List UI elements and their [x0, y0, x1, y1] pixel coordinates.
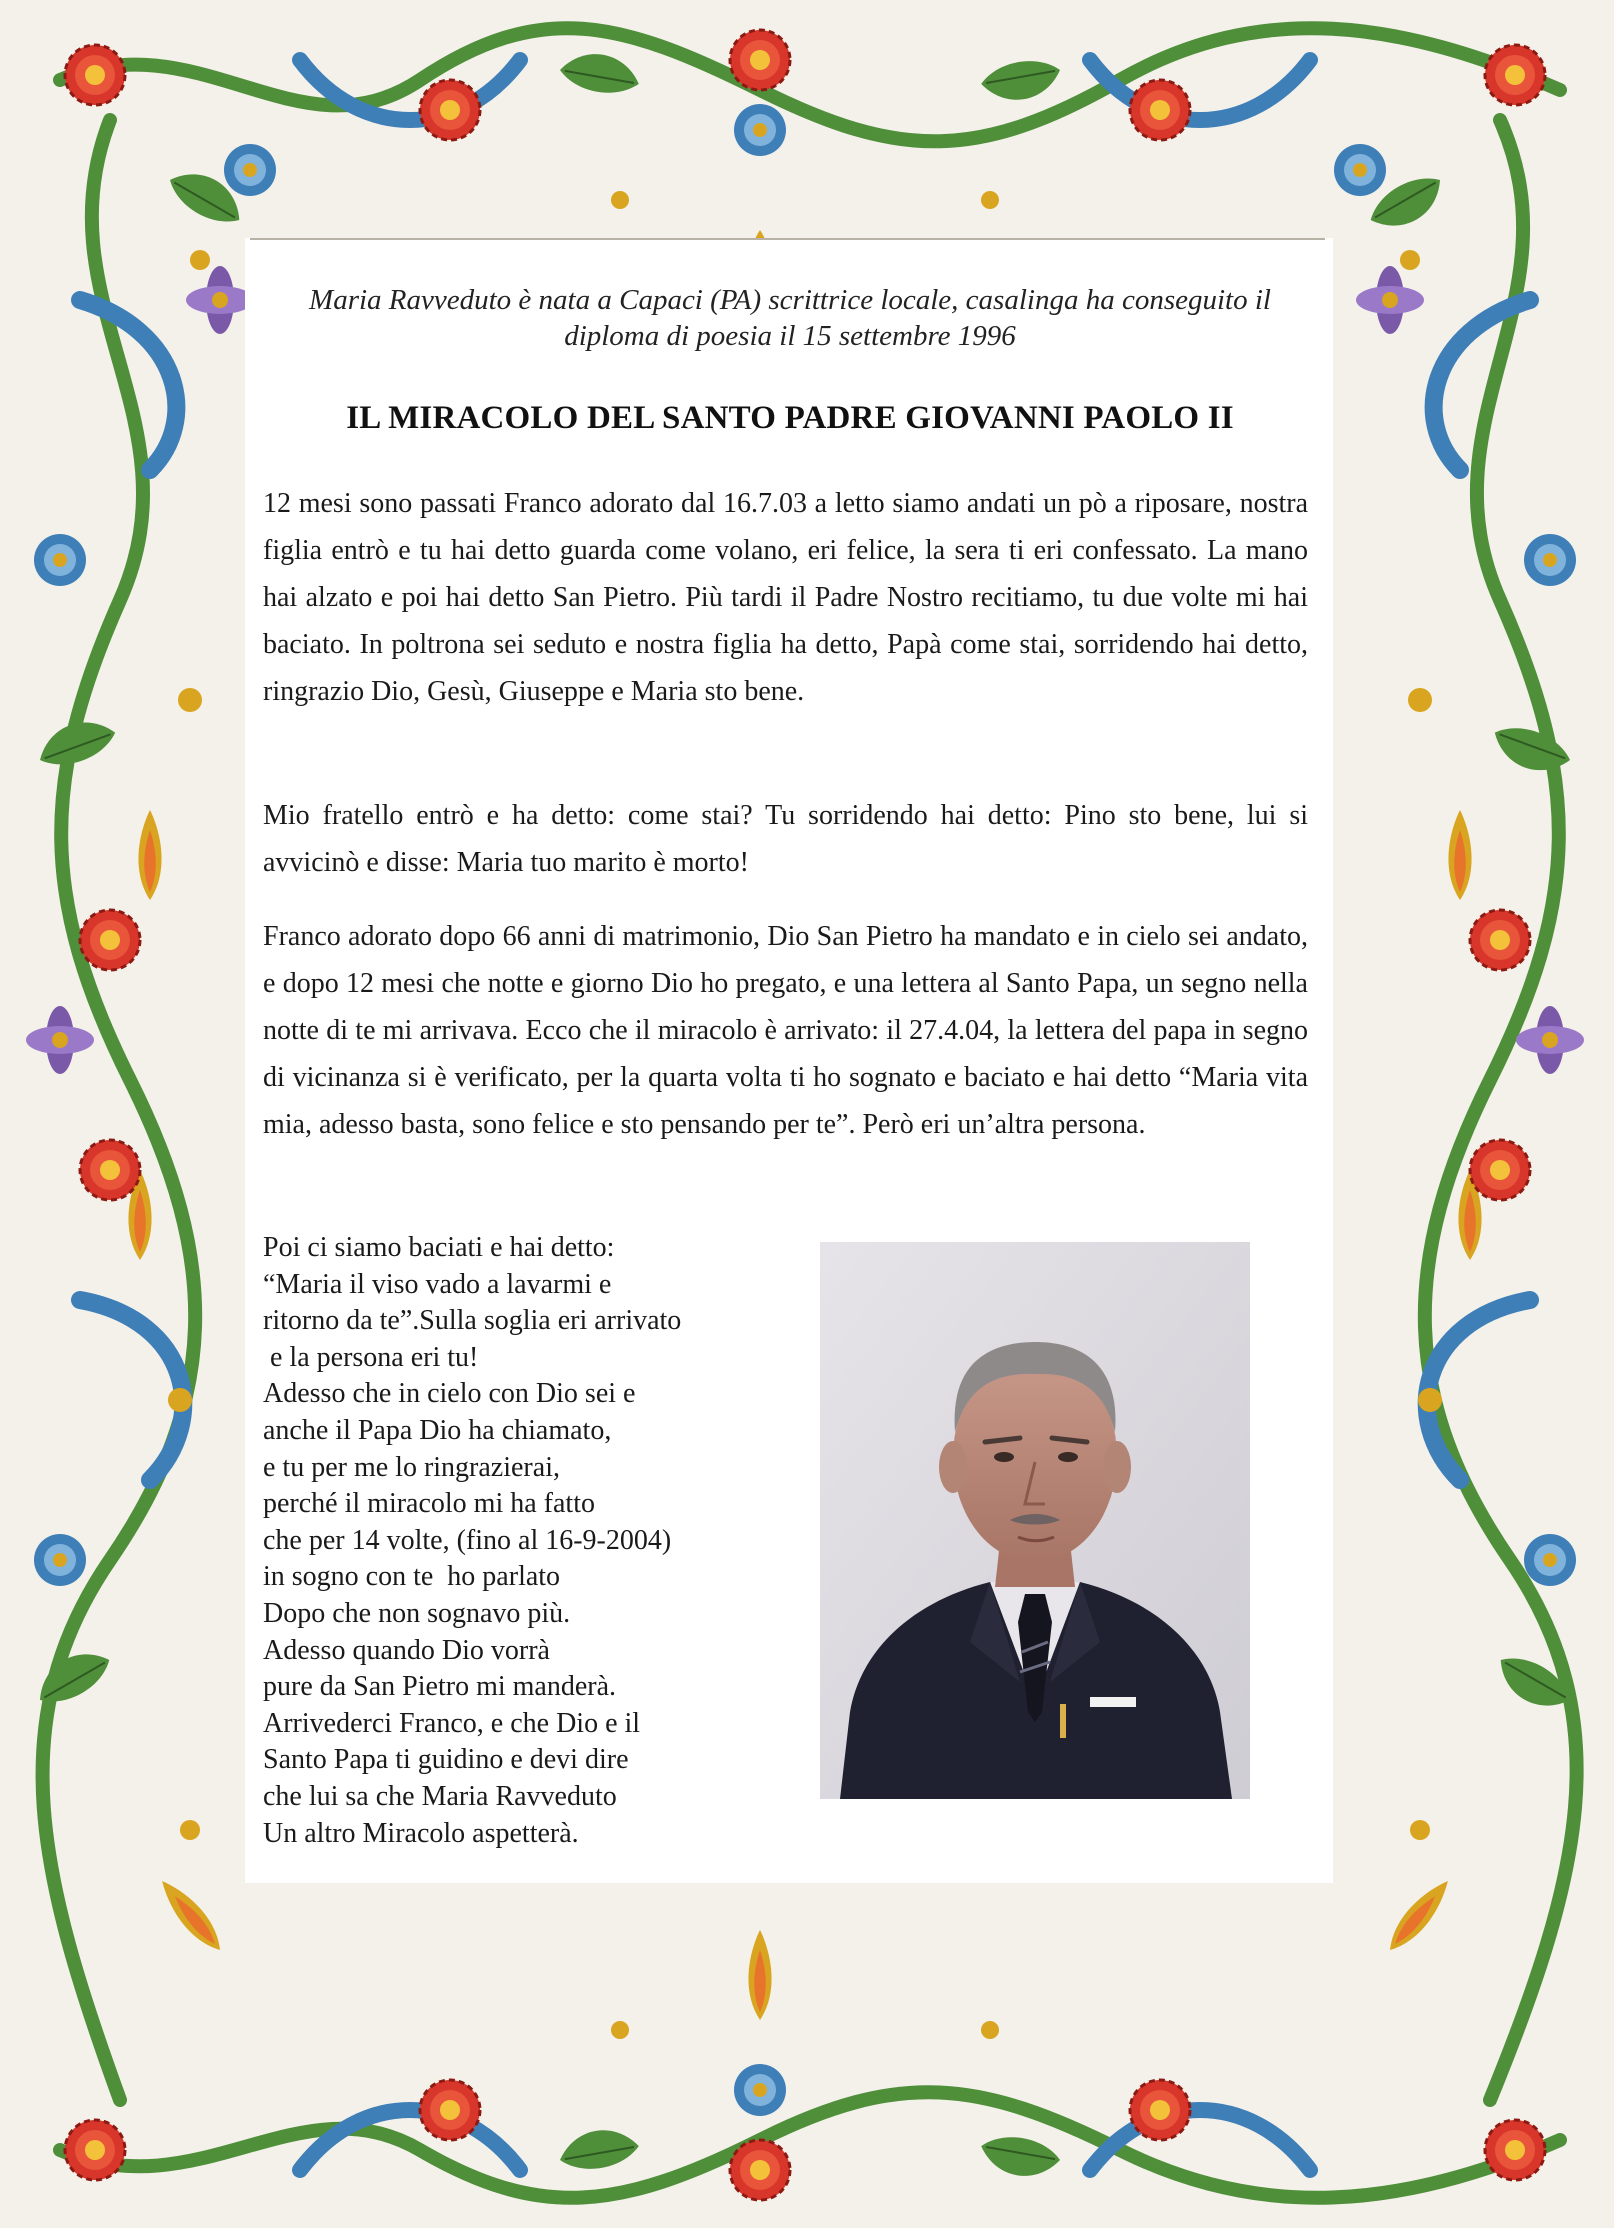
- poem-line: perché il miracolo mi ha fatto: [263, 1488, 595, 1520]
- paragraph-3: Franco adorato dopo 66 anni di matrimonio, Dio San Pietro ha mandato e in cielo sei andato, e dopo 12 mesi che notte e giorno Dio ho pregato, e una lettera al Santo Papa, un segno nella notte di te mi arrivava. Ecco che il miracolo è arrivato: il 27.4.04, la lettera del papa in segno di vicinanza si è verificato, per la quarta volta ti ho sognato e baciato e hai detto “Maria vita mia, adesso basta, sono felice e sto pensando per te”. Però eri un’altra persona.: [263, 921, 1308, 1140]
- poem-line: Arrivederci Franco, e che Dio e il: [263, 1707, 641, 1739]
- author-intro: Maria Ravveduto è nata a Capaci (PA) scrittrice locale, casalinga ha conseguito il diploma di poesia il 15 settembre 1996: [309, 284, 1271, 352]
- paragraph-1: 12 mesi sono passati Franco adorato dal 16.7.03 a letto siamo andati un pò a riposare, nostra figlia entrò e tu hai detto guarda come volano, eri felice, la sera ti eri confessato. La mano hai alzato e poi hai detto San Pietro. Più tardi il Padre Nostro recitiamo, tu due volte mi hai baciato. In poltrona sei seduto e nostra figlia ha detto, Papà come stai, sorridendo hai detto, ringrazio Dio, Gesù, Giuseppe e Maria sto bene.: [263, 488, 1308, 707]
- poem-line: in sogno con te ho parlato: [263, 1561, 561, 1593]
- paragraph-2: Mio fratello entrò e ha detto: come stai? Tu sorridendo hai detto: Pino sto bene, lui si avvicinò e disse: Maria tuo marito è morto!: [263, 800, 1308, 878]
- poem-line: Dopo che non sognavo più.: [263, 1597, 571, 1629]
- poem-line: Adesso che in cielo con Dio sei e: [263, 1378, 636, 1410]
- panel-top-rule: [250, 238, 1325, 240]
- page-title: IL MIRACOLO DEL SANTO PADRE GIOVANNI PAOLO II: [346, 400, 1234, 436]
- poem: [263, 1230, 783, 1852]
- poem-line: che per 14 volte, (fino al 16-9-2004): [263, 1524, 672, 1556]
- poem-line: anche il Papa Dio ha chiamato,: [263, 1414, 612, 1446]
- poem-line: che lui sa che Maria Ravveduto: [263, 1780, 617, 1812]
- poem-line: Poi ci siamo baciati e hai detto:: [263, 1232, 615, 1263]
- poem-line: pure da San Pietro mi manderà.: [263, 1671, 617, 1703]
- poem-line: Un altro Miracolo aspetterà.: [263, 1817, 579, 1849]
- poem-line: “Maria il viso vado a lavarmi e: [263, 1268, 612, 1300]
- poem-line: e tu per me lo ringrazierai,: [263, 1451, 560, 1483]
- poem-line: Santo Papa ti guidino e devi dire: [263, 1744, 629, 1776]
- poem-line: Adesso quando Dio vorrà: [263, 1634, 550, 1666]
- poem-line: e la persona eri tu!: [263, 1341, 479, 1373]
- portrait-photo: [820, 1242, 1250, 1799]
- poem-line: ritorno da te”.Sulla soglia eri arrivato: [263, 1305, 682, 1337]
